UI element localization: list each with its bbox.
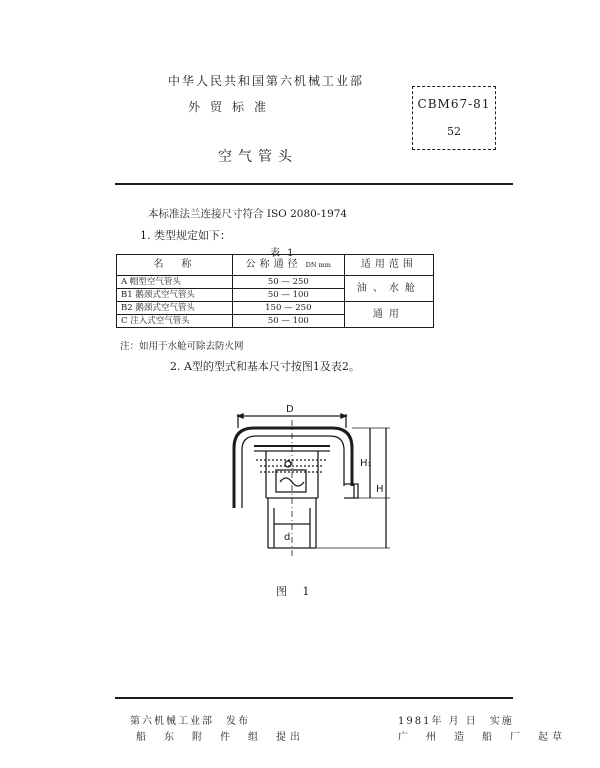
row-dn: 50 — 100 xyxy=(232,289,344,302)
section-1-heading: 1. 类型规定如下： xyxy=(140,229,231,242)
table-row xyxy=(117,276,434,289)
proposer: 船 东 附 件 组 提出 xyxy=(136,732,304,743)
air-pipe-head-drawing xyxy=(220,400,400,560)
header-name: 名 称 xyxy=(117,255,233,276)
row-dn: 50 — 250 xyxy=(232,276,344,289)
table-header-row xyxy=(117,255,434,276)
row-name: C 注入式空气管头 xyxy=(117,315,233,328)
row-dn: 150 — 250 xyxy=(232,302,344,315)
standard-code: CBM67-81 xyxy=(417,97,491,111)
table-caption: 表 1 xyxy=(270,248,296,259)
row-name: B2 鹅颈式空气管头 xyxy=(117,302,233,315)
footer-divider xyxy=(115,697,513,699)
standard-category: 外贸标准 xyxy=(188,100,277,114)
header-divider xyxy=(115,183,513,185)
row-name: A 帽型空气管头 xyxy=(117,276,233,289)
dimension-label-d: d xyxy=(284,532,291,543)
dimension-label-H1: H₁ xyxy=(360,458,372,469)
range-cell-general: 通用 xyxy=(344,302,433,328)
drafting-unit: 广 州 造 船 厂 起草 xyxy=(398,732,566,743)
type-table xyxy=(116,254,434,328)
row-dn: 50 — 100 xyxy=(232,315,344,328)
header-nominal-diameter xyxy=(232,255,344,276)
range-cell-oil-water: 油、水舱 xyxy=(344,276,433,302)
implementation-date: 1981年 月 日 实施 xyxy=(398,716,514,727)
standard-number-box xyxy=(412,86,496,150)
table-note: 注：如用于水舱可除去防火网 xyxy=(120,341,244,352)
header-dn-unit: DN mm xyxy=(305,261,331,269)
dimension-label-H: H xyxy=(376,484,384,495)
header-dn-label: 公称通径 xyxy=(245,259,302,270)
ministry-name: 中华人民共和国第六机械工业部 xyxy=(168,74,365,88)
standard-title: 空气管头 xyxy=(218,149,298,165)
dimension-label-D: D xyxy=(286,404,294,415)
issuer: 第六机械工业部 发布 xyxy=(130,716,250,727)
table-row xyxy=(117,302,434,315)
intro-text: 本标准法兰连接尺寸符合 ISO 2080-1974 xyxy=(148,208,348,220)
page-number: 52 xyxy=(447,125,461,138)
figure-caption: 图 1 xyxy=(276,585,316,598)
section-2-heading: 2. A型的型式和基本尺寸按图1及表2。 xyxy=(170,360,360,373)
header-range: 适用范围 xyxy=(344,255,433,276)
row-name: B1 鹅颈式空气管头 xyxy=(117,289,233,302)
